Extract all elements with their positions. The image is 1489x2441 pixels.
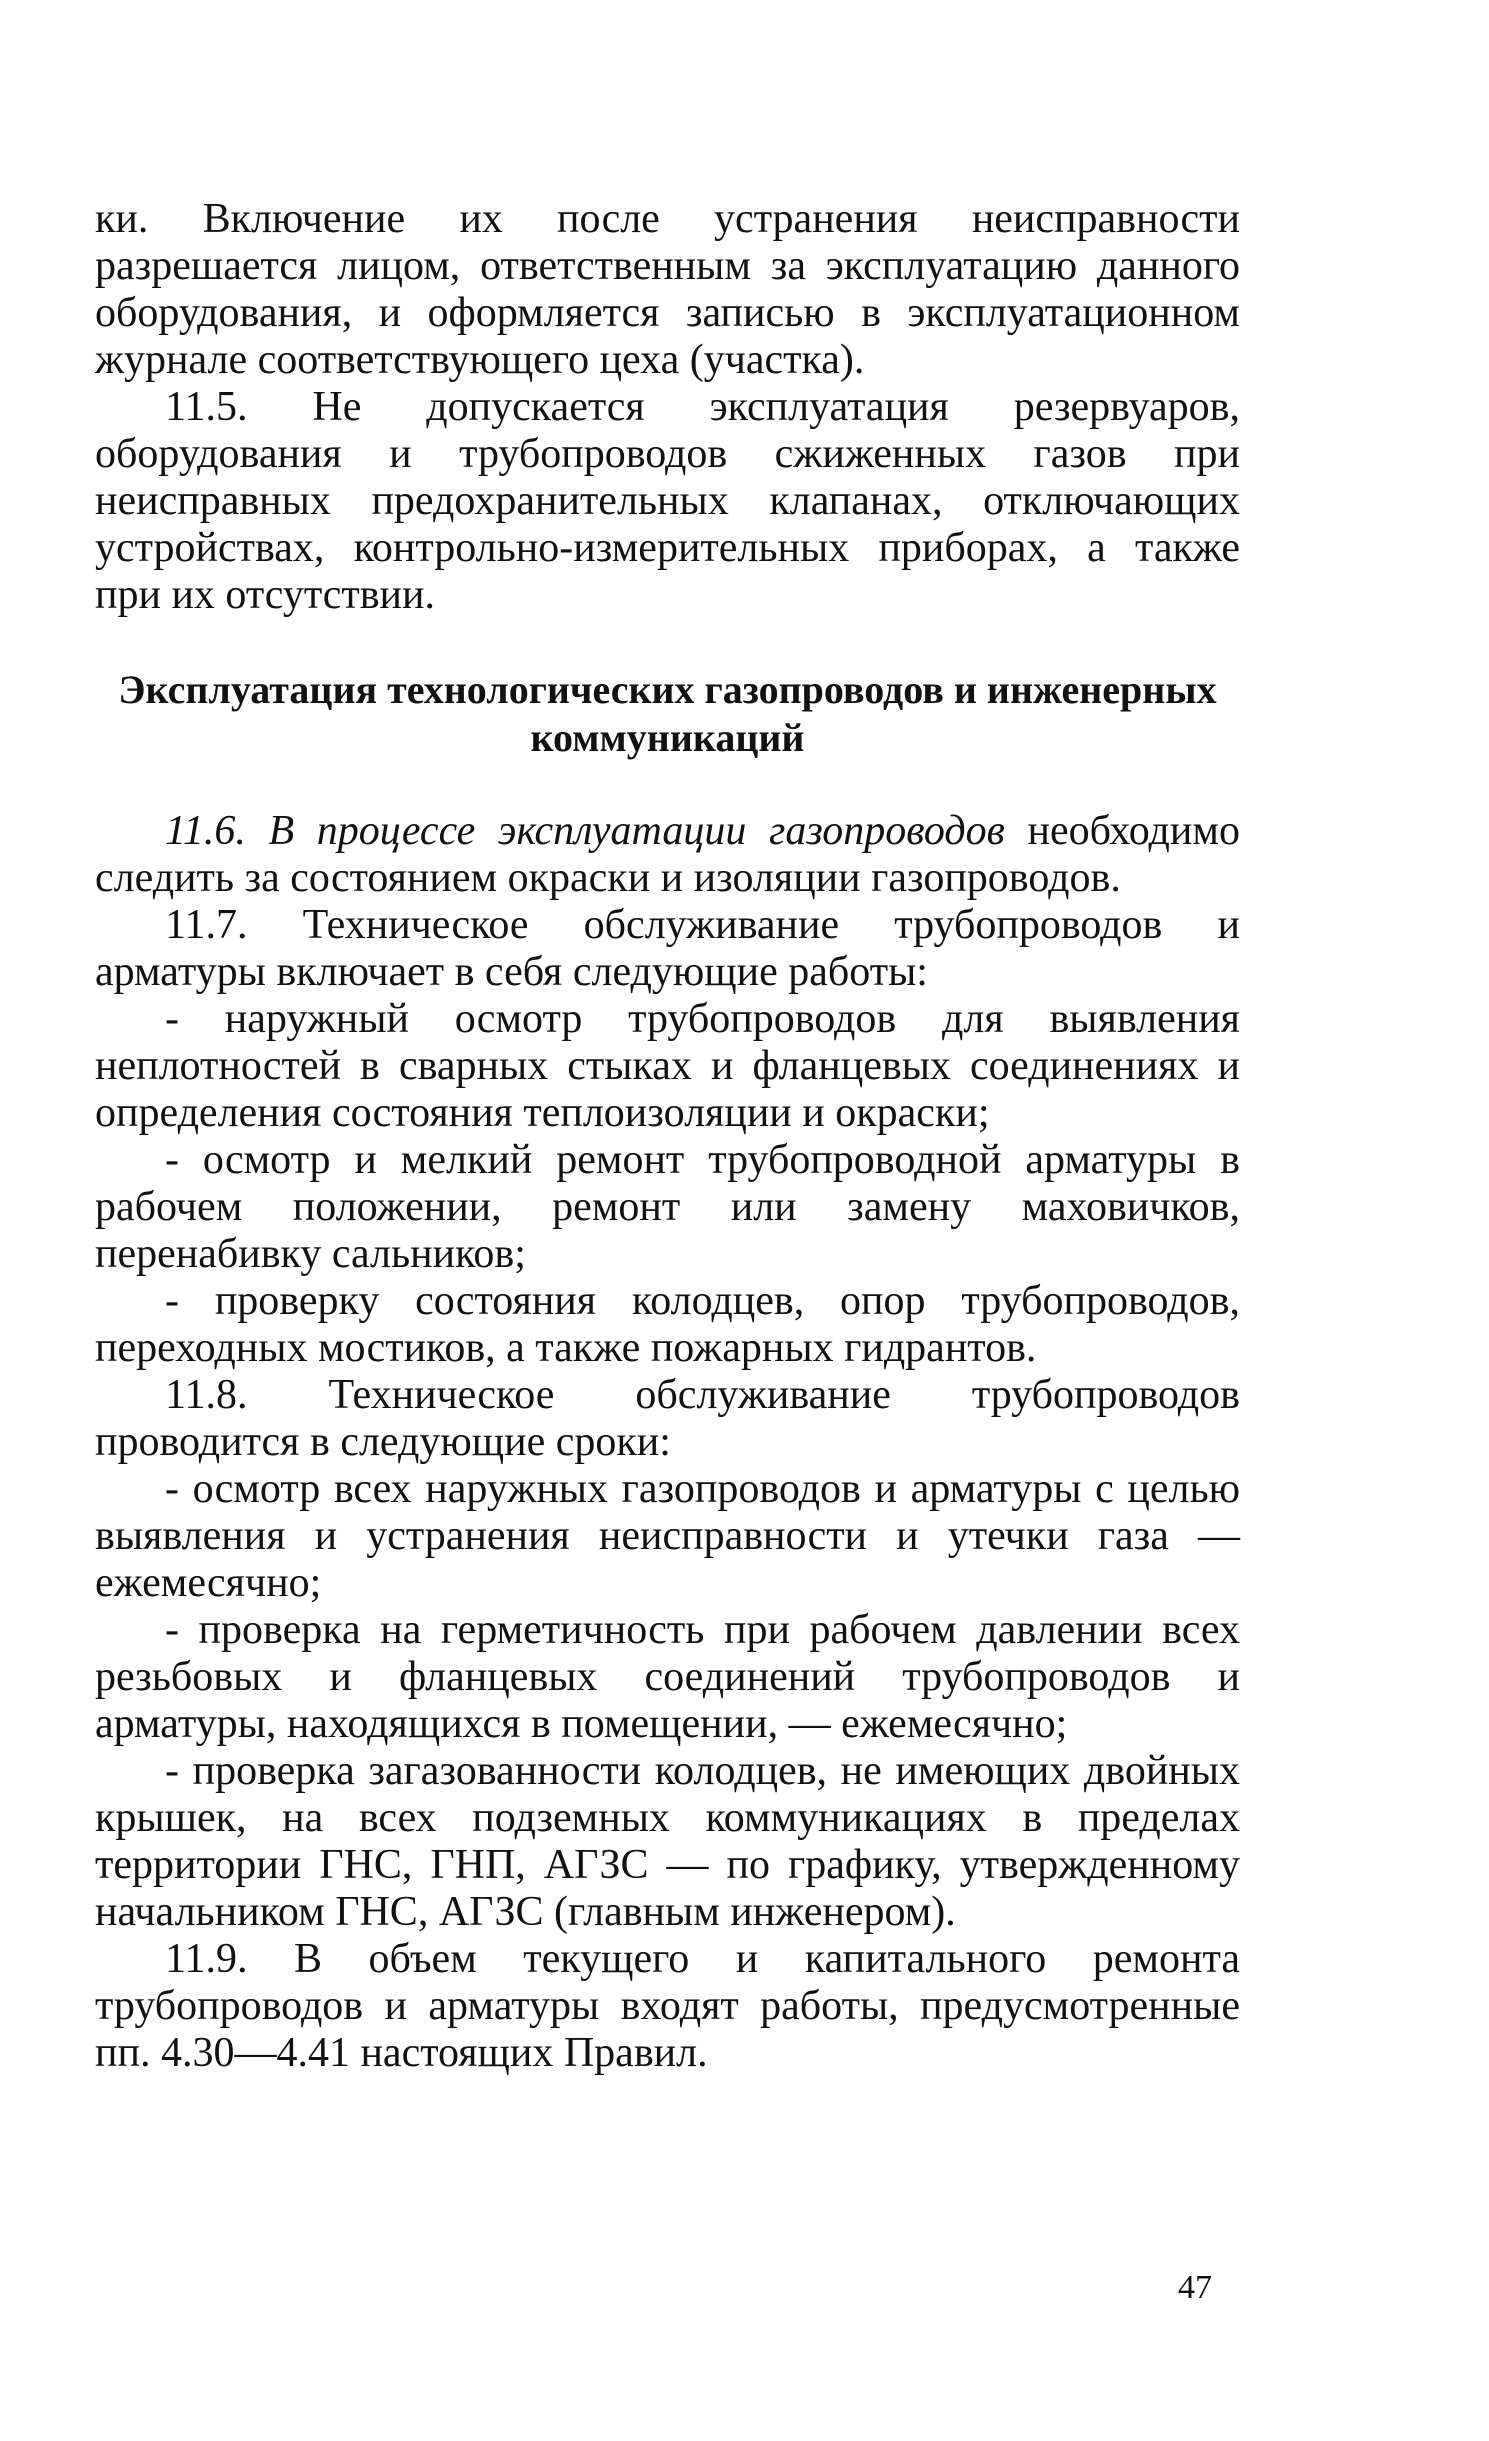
list-item: - проверка на герметичность при рабочем давлении всех резьбовых и фланцевых соединений трубопроводов и арматуры, находящихся в помещении, — ежемесячно; — [95, 1607, 1240, 1747]
section-heading: Эксплуатация технологических газопроводов и инженерных коммуникаций — [118, 667, 1217, 760]
paragraph-11-8: 11.8. Техническое обслуживание трубопроводов проводится в следующие сроки: — [95, 1372, 1240, 1465]
main-text-block — [95, 808, 1240, 2077]
list-item: - проверку состояния колодцев, опор трубопроводов, переходных мостиков, а также пожарных гидрантов. — [95, 1278, 1240, 1371]
list-item: - наружный осмотр трубопроводов для выявления неплотностей в сварных стыках и фланцевых соединениях и определения состояния теплоизоляции и окраски; — [95, 996, 1240, 1136]
paragraph-11-6-text: необходимо следить за состоянием окраски и изоляции газопроводов. — [95, 808, 1240, 901]
list-item: - осмотр всех наружных газопроводов и арматуры с целью выявления и устранения неисправности и утечки газа — ежемесячно; — [95, 1466, 1240, 1606]
paragraph-11-5: 11.5. Не допускается эксплуатация резервуаров, оборудования и трубопроводов сжиженных газов при неисправных предохранительных клапанах, отключающих устройствах, контрольно-измерительных приборах, а также при их отсутствии. — [95, 384, 1240, 618]
list-item: - проверка загазованности колодцев, не имеющих двойных крышек, на всех подземных коммуникациях в пределах территории ГНС, ГНП, АГЗС — по графику, утвержденному начальником ГНС, АГЗС (главным инженером). — [95, 1748, 1240, 1935]
intro-paragraph: ки. Включение их после устранения неисправности разрешается лицом, ответственным за эксплуатацию данного оборудования, и оформляется записью в эксплуатационном журнале соответствующего цеха (участка). — [95, 196, 1240, 383]
paragraph-11-9: 11.9. В объем текущего и капитального ремонта трубопроводов и арматуры входят работы, предусмотренные пп. 4.30—4.41 настоящих Правил. — [95, 1936, 1240, 2076]
paragraph-11-6-lead: 11.6. В процессе эксплуатации газопроводов — [165, 808, 1005, 854]
page-number: 47 — [1178, 2269, 1212, 2306]
paragraph-11-7: 11.7. Техническое обслуживание трубопроводов и арматуры включает в себя следующие работы: — [95, 902, 1240, 995]
intro-text-block — [95, 196, 1240, 619]
list-item: - осмотр и мелкий ремонт трубопроводной арматуры в рабочем положении, ремонт или замену маховичков, перенабивку сальников; — [95, 1137, 1240, 1277]
paragraph-11-6 — [95, 808, 1240, 902]
